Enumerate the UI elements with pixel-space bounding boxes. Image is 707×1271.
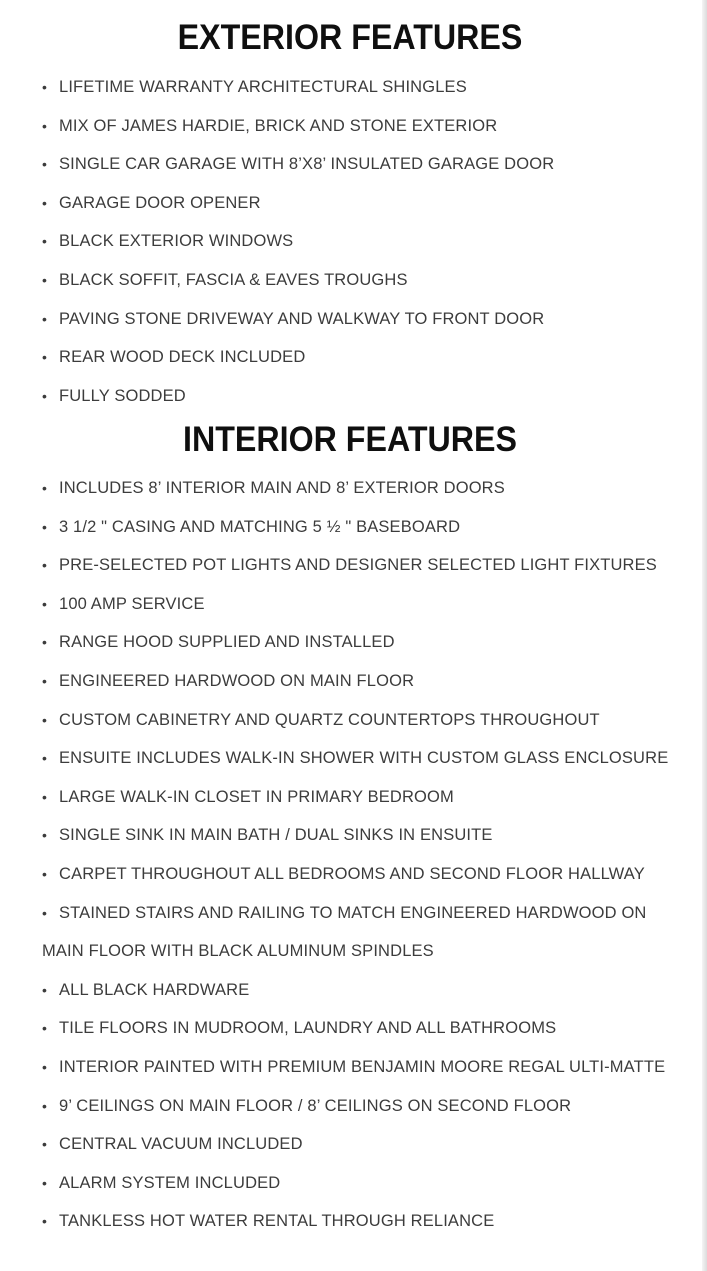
list-item-text: RANGE HOOD SUPPLIED AND INSTALLED (59, 633, 395, 652)
list-item-text: MIX OF JAMES HARDIE, BRICK AND STONE EXTERIOR (59, 116, 498, 135)
list-item (40, 739, 690, 778)
list-item-text: 9’ CEILINGS ON MAIN FLOOR / 8’ CEILINGS ON SECOND FLOOR (59, 1096, 572, 1115)
list-item (40, 623, 690, 662)
list-item-text: CENTRAL VACUUM INCLUDED (59, 1135, 303, 1154)
list-item (40, 184, 690, 223)
bullet-icon: • (42, 194, 48, 211)
list-item (40, 300, 690, 339)
list-item-continuation (40, 932, 690, 971)
bullet-icon: • (42, 865, 48, 882)
bullet-icon: • (42, 1213, 48, 1230)
exterior-features-list (40, 68, 690, 415)
bullet-icon: • (42, 557, 48, 574)
list-item (40, 855, 690, 894)
list-item (40, 377, 690, 416)
page-edge-divider (702, 0, 707, 1271)
bullet-icon: • (42, 480, 48, 496)
list-item (40, 546, 690, 585)
list-item (40, 338, 690, 377)
list-item-text: SINGLE SINK IN MAIN BATH / DUAL SINKS IN ENSUITE (59, 826, 493, 845)
list-item (40, 1164, 690, 1203)
bullet-icon: • (42, 788, 48, 805)
bullet-icon: • (42, 79, 48, 95)
list-item-text: 3 1/2 " CASING AND MATCHING 5 ½ " BASEBOARD (59, 517, 461, 536)
bullet-icon: • (42, 1058, 48, 1075)
list-item-text: CARPET THROUGHOUT ALL BEDROOMS AND SECOND FLOOR HALLWAY (59, 864, 645, 883)
bullet-icon: • (42, 634, 48, 651)
list-item-text: 100 AMP SERVICE (59, 594, 205, 613)
bullet-icon: • (42, 1020, 48, 1037)
bullet-icon: • (42, 595, 48, 612)
list-item-text: CUSTOM CABINETRY AND QUARTZ COUNTERTOPS THROUGHOUT (59, 710, 600, 729)
bullet-icon: • (42, 981, 48, 998)
bullet-icon: • (42, 1136, 48, 1153)
list-item (40, 1125, 690, 1164)
list-item (40, 107, 690, 146)
bullet-icon: • (42, 271, 48, 288)
list-item (40, 1087, 690, 1126)
list-item-text: FULLY SODDED (59, 386, 186, 405)
bullet-icon: • (42, 233, 48, 250)
bullet-icon: • (42, 904, 48, 921)
list-item (40, 508, 690, 547)
list-item (40, 1009, 690, 1048)
bullet-icon: • (42, 310, 48, 327)
bullet-icon: • (42, 827, 48, 844)
list-item-text: INTERIOR PAINTED WITH PREMIUM BENJAMIN MOORE REGAL ULTI-MATTE (59, 1057, 666, 1076)
list-item (40, 1048, 690, 1087)
list-item-text: LIFETIME WARRANTY ARCHITECTURAL SHINGLES (59, 78, 467, 96)
list-item (40, 145, 690, 184)
list-item-text: ENGINEERED HARDWOOD ON MAIN FLOOR (59, 671, 415, 690)
list-item (40, 1202, 690, 1241)
list-item-text: TANKLESS HOT WATER RENTAL THROUGH RELIANCE (59, 1212, 495, 1231)
bullet-icon: • (42, 156, 48, 173)
list-item (40, 816, 690, 855)
bullet-icon: • (42, 117, 48, 134)
interior-features-heading: INTERIOR FEATURES (183, 420, 517, 459)
list-item (40, 469, 690, 508)
list-item-text: REAR WOOD DECK INCLUDED (59, 348, 306, 367)
list-item-text: PRE-SELECTED POT LIGHTS AND DESIGNER SELECTED LIGHT FIXTURES (59, 556, 657, 575)
list-item-text: STAINED STAIRS AND RAILING TO MATCH ENGINEERED HARDWOOD ON (59, 903, 647, 922)
list-item-text: MAIN FLOOR WITH BLACK ALUMINUM SPINDLES (42, 942, 434, 961)
list-item (40, 585, 690, 624)
bullet-icon: • (42, 711, 48, 728)
list-item-text: BLACK SOFFIT, FASCIA & EAVES TROUGHS (59, 270, 408, 289)
exterior-features-heading: EXTERIOR FEATURES (177, 18, 523, 57)
list-item-text: PAVING STONE DRIVEWAY AND WALKWAY TO FRONT DOOR (59, 309, 545, 328)
bullet-icon: • (42, 1174, 48, 1191)
list-item-text: SINGLE CAR GARAGE WITH 8’X8’ INSULATED GARAGE DOOR (59, 155, 555, 174)
list-item (40, 662, 690, 701)
bullet-icon: • (42, 750, 48, 767)
bullet-icon: • (42, 349, 48, 366)
list-item (40, 971, 690, 1010)
bullet-icon: • (42, 1097, 48, 1114)
list-item-text: ENSUITE INCLUDES WALK-IN SHOWER WITH CUSTOM GLASS ENCLOSURE (59, 749, 669, 768)
list-item (40, 701, 690, 740)
list-item (40, 222, 690, 261)
list-item-text: GARAGE DOOR OPENER (59, 193, 261, 212)
bullet-icon: • (42, 387, 48, 404)
list-item-text: ALL BLACK HARDWARE (59, 980, 250, 999)
list-item-text: TILE FLOORS IN MUDROOM, LAUNDRY AND ALL BATHROOMS (59, 1019, 557, 1038)
list-item (40, 778, 690, 817)
list-item (40, 68, 690, 107)
bullet-icon: • (42, 672, 48, 689)
list-item-text: BLACK EXTERIOR WINDOWS (59, 232, 294, 251)
bullet-icon: • (42, 518, 48, 535)
list-item (40, 894, 690, 933)
list-item-text: INCLUDES 8’ INTERIOR MAIN AND 8’ EXTERIOR DOORS (59, 479, 505, 497)
list-item (40, 261, 690, 300)
list-item-text: ALARM SYSTEM INCLUDED (59, 1173, 281, 1192)
interior-features-list (40, 469, 690, 1241)
list-item-text: LARGE WALK-IN CLOSET IN PRIMARY BEDROOM (59, 787, 454, 806)
